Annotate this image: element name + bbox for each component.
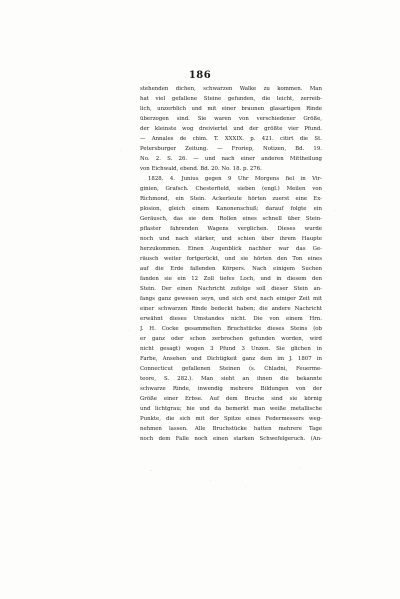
scan-speckle [150, 470, 152, 471]
text-line: Punkte, die sich mit der Spitze eines Federmessers weg- [140, 416, 322, 422]
text-line: räusch weiter fortgerückt, und sie hörten den Ton eines [140, 256, 322, 262]
text-line: ginien, Grafsch. Chesterfield, sieben (engl.) Meilen von [140, 186, 322, 192]
scan-speckle [335, 210, 336, 211]
text-line: Petersburger Zeitung. — Froriep, Notizen, Bd. 19. [140, 146, 322, 152]
text-line: pflaster fahrenden Wagens verglichen. Dieses wurde [140, 226, 322, 232]
text-line: fangs ganz gewesen seyn, und sich erst nach einiger Zeit mit [140, 296, 322, 302]
text-line: nicht gesagt) wogen 3 Pfund 3 Unzen. Sie glichen in [140, 346, 322, 352]
scan-speckle [210, 480, 211, 481]
scan-speckle [300, 468, 301, 469]
text-line: Größe einer Erbse. Auf dem Bruche sind sie körnig [140, 396, 322, 402]
text-line: einer schwarzen Rinde bedeckt haben; die andere Nachricht [140, 306, 322, 312]
text-line: noch dem Falle noch einen starken Schwefelgeruch. (An- [140, 436, 322, 442]
scan-speckle [120, 150, 121, 151]
text-line: überzogen sind. Sie waren von verschiedener Größe, [140, 116, 322, 122]
text-line: Geräusch, das sie dem Rollen eines schnell über Stein- [140, 216, 322, 222]
scan-speckle [245, 486, 246, 487]
page-number: 186 [188, 70, 212, 81]
text-line: Richmond, ein Stein. Ackerleute hörten zuerst eine Ex- [140, 196, 322, 202]
text-line: Stein. Der einen Nachricht zufolge soll dieser Stein an- [140, 286, 322, 292]
text-line: schwarze Rinde, inwendig mehrere Bildungen von der [140, 386, 322, 392]
text-line: lich, unzerblich und mit einer braunen glasartigen Rinde [140, 106, 322, 112]
text-line: 1828. 4. Junius gegen 9 Uhr Morgens fiel in Vir- [148, 176, 322, 182]
text-line: — Annales de chim. T. XXXIX. p. 421. citirt die St. [140, 136, 322, 142]
text-line: No. 2. S. 26. — und nach einer anderen Mittheilung [140, 156, 322, 162]
text-line: Connecticut gefallenen Steinen (s. Chladni, Feuerme- [140, 366, 322, 372]
scan-speckle [128, 330, 129, 331]
text-line: J. H. Cocke gesammelten Bruchstücke dieses Steins (ob [140, 326, 322, 332]
text-line: der kleinste wog dreiviertel und der größte vier Pfund. [140, 126, 322, 132]
text-line: herzukommen. Einen Augenblick nachher war das Ge- [140, 246, 322, 252]
text-line: nehmen lassen. Alle Bruchstücke hatten mehrere Tage [140, 426, 322, 432]
body-text [140, 84, 322, 444]
text-line: Farbe, Ansehen und Dichtigkeit ganz dem im J. 1807 in [140, 356, 322, 362]
text-line: auf die Erde fallenden Körpers. Nach einigem Suchen [140, 266, 322, 272]
text-line: plosion, gleich einem Kanonenschuß; darauf folgte ein [140, 206, 322, 212]
text-line: hat viel gefallene Steine gefunden, die leicht, zerreib- [140, 96, 322, 102]
text-line: erwähnt dieses Umstandes nicht. Die von einem Hrn. [140, 316, 322, 322]
text-line: und lichtgrau; hie und da bemerkt man weiße metallische [140, 406, 322, 412]
text-line: von Eichwald, ebend. Bd. 20. No. 18. p. 276. [140, 166, 262, 172]
text-line: fanden sie ein 12 Zoll tiefes Loch, und in diesem den [140, 276, 322, 282]
text-line: teore, S. 282.). Man sieht an ihnen die bekannte [140, 376, 322, 382]
text-line: stehenden dichen, schwarzen Walke zu kommen. Man [140, 86, 322, 92]
text-line: noch und nach stärker, und schien über ihrem Haupte [140, 236, 322, 242]
text-line: er ganz oder schon zerbrochen gefunden worden, wird [140, 336, 322, 342]
